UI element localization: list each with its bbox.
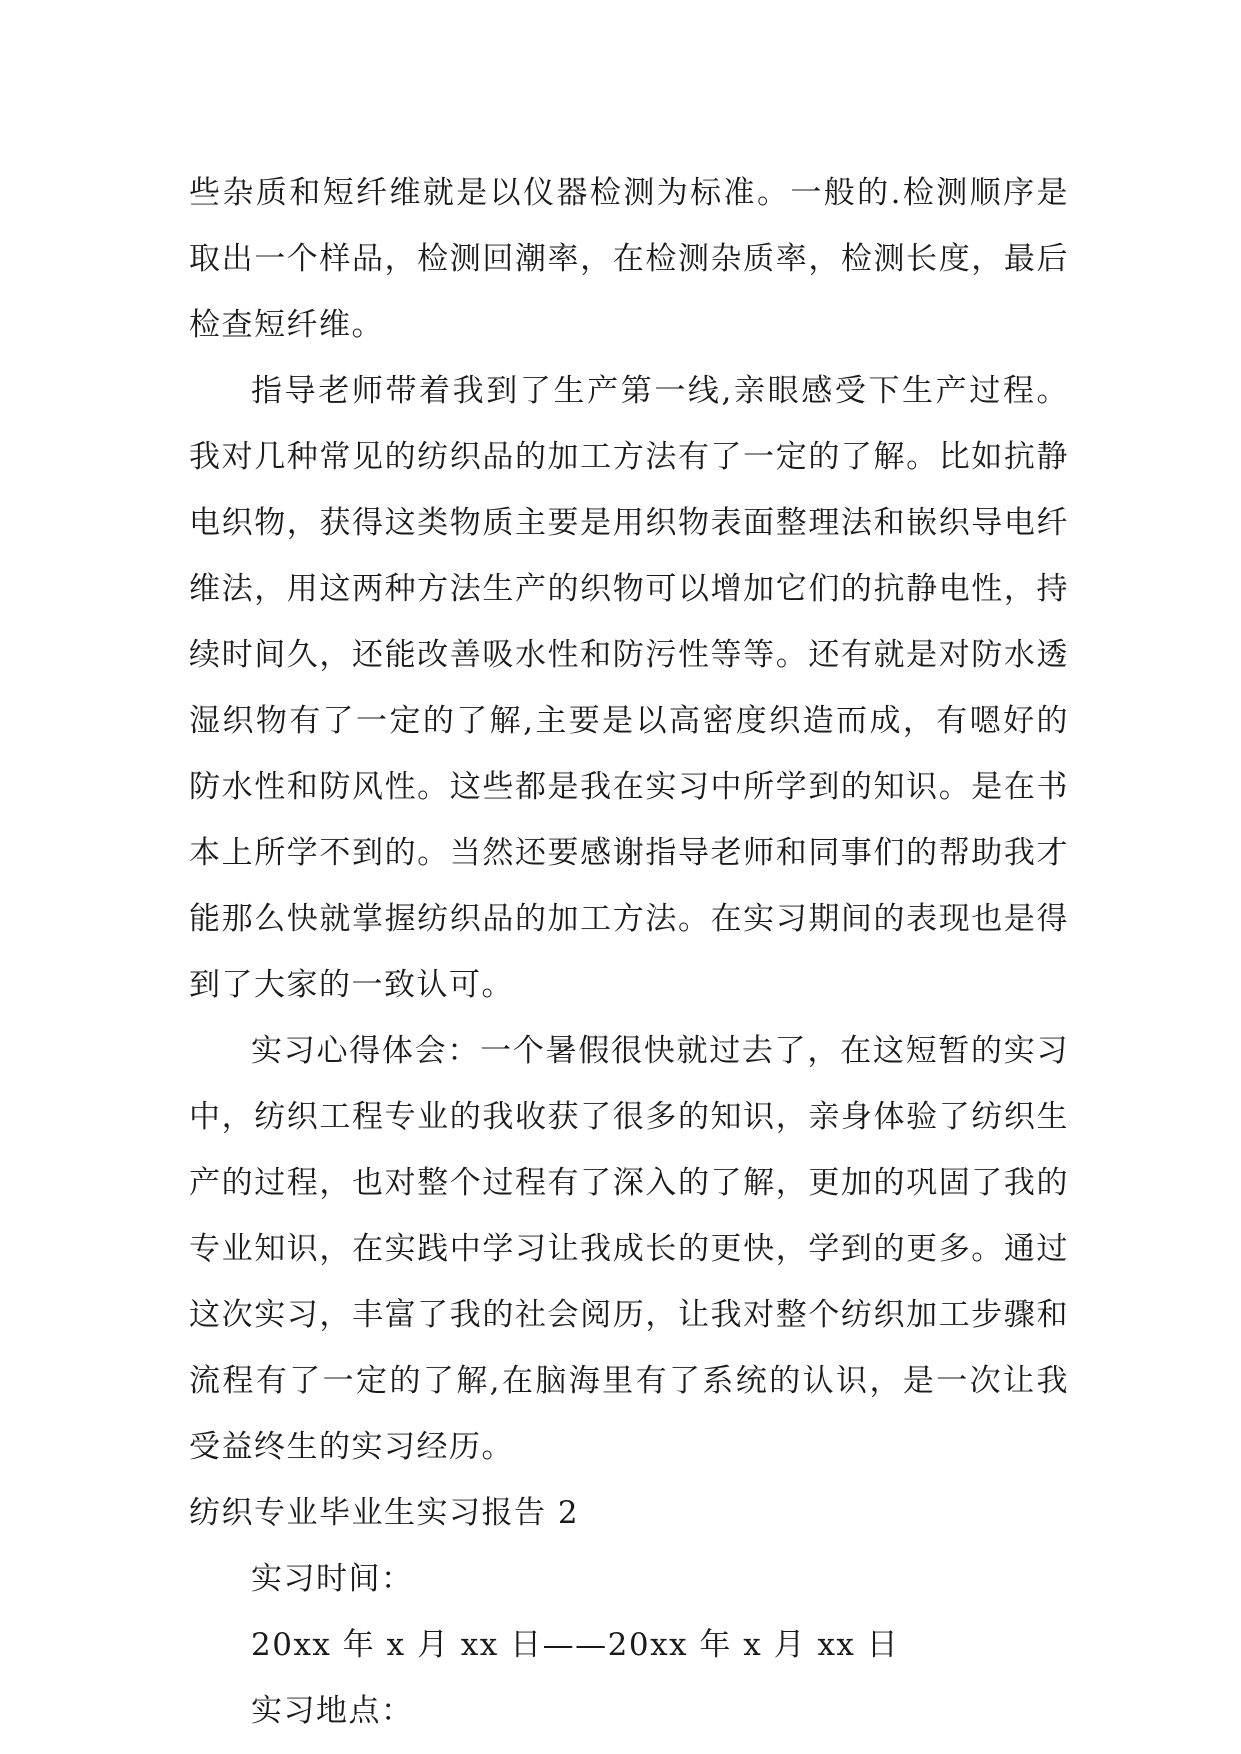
internship-time-label: 实习时间： [251, 1561, 414, 1597]
paragraph-quality-testing: 些杂质和短纤维就是以仪器检测为标准。一般的.检测顺序是取出一个样品，检测回潮率，在检测杂质率，检测长度，最后检查短纤维。 [189, 175, 1069, 343]
internship-time-value: 20xx 年 x 月 xx 日——20xx 年 x 月 xx 日 [251, 1627, 900, 1663]
paragraph-production-learning: 指导老师带着我到了生产第一线,亲眼感受下生产过程。我对几种常见的纺织品的加工方法有了一定的了解。比如抗静电织物，获得这类物质主要是用织物表面整理法和嵌织导电纤维法，用这两种方法生产的织物可以增加它们的抗静电性，持续时间久，还能改善吸水性和防污性等等。还有就是对防水透湿织物有了一定的了解,主要是以高密度织造而成，有嗯好的防水性和防风性。这些都是我在实习中所学到的知识。是在书本上所学不到的。当然还要感谢指导老师和同事们的帮助我才能那么快就掌握纺织品的加工方法。在实习期间的表现也是得到了大家的一致认可。 [189, 373, 1069, 1003]
document-body [189, 160, 1069, 1744]
paragraph-internship-reflection: 实习心得体会：一个暑假很快就过去了，在这短暂的实习中，纺织工程专业的我收获了很多的知识，亲身体验了纺织生产的过程，也对整个过程有了深入的了解，更加的巩固了我的专业知识，在实践中学习让我成长的更快，学到的更多。通过这次实习，丰富了我的社会阅历，让我对整个纺织加工步骤和流程有了一定的了解,在脑海里有了系统的认识，是一次让我受益终生的实习经历。 [189, 1033, 1069, 1465]
internship-place-label: 实习地点： [251, 1693, 414, 1729]
section-title: 纺织专业毕业生实习报告 2 [189, 1495, 580, 1531]
